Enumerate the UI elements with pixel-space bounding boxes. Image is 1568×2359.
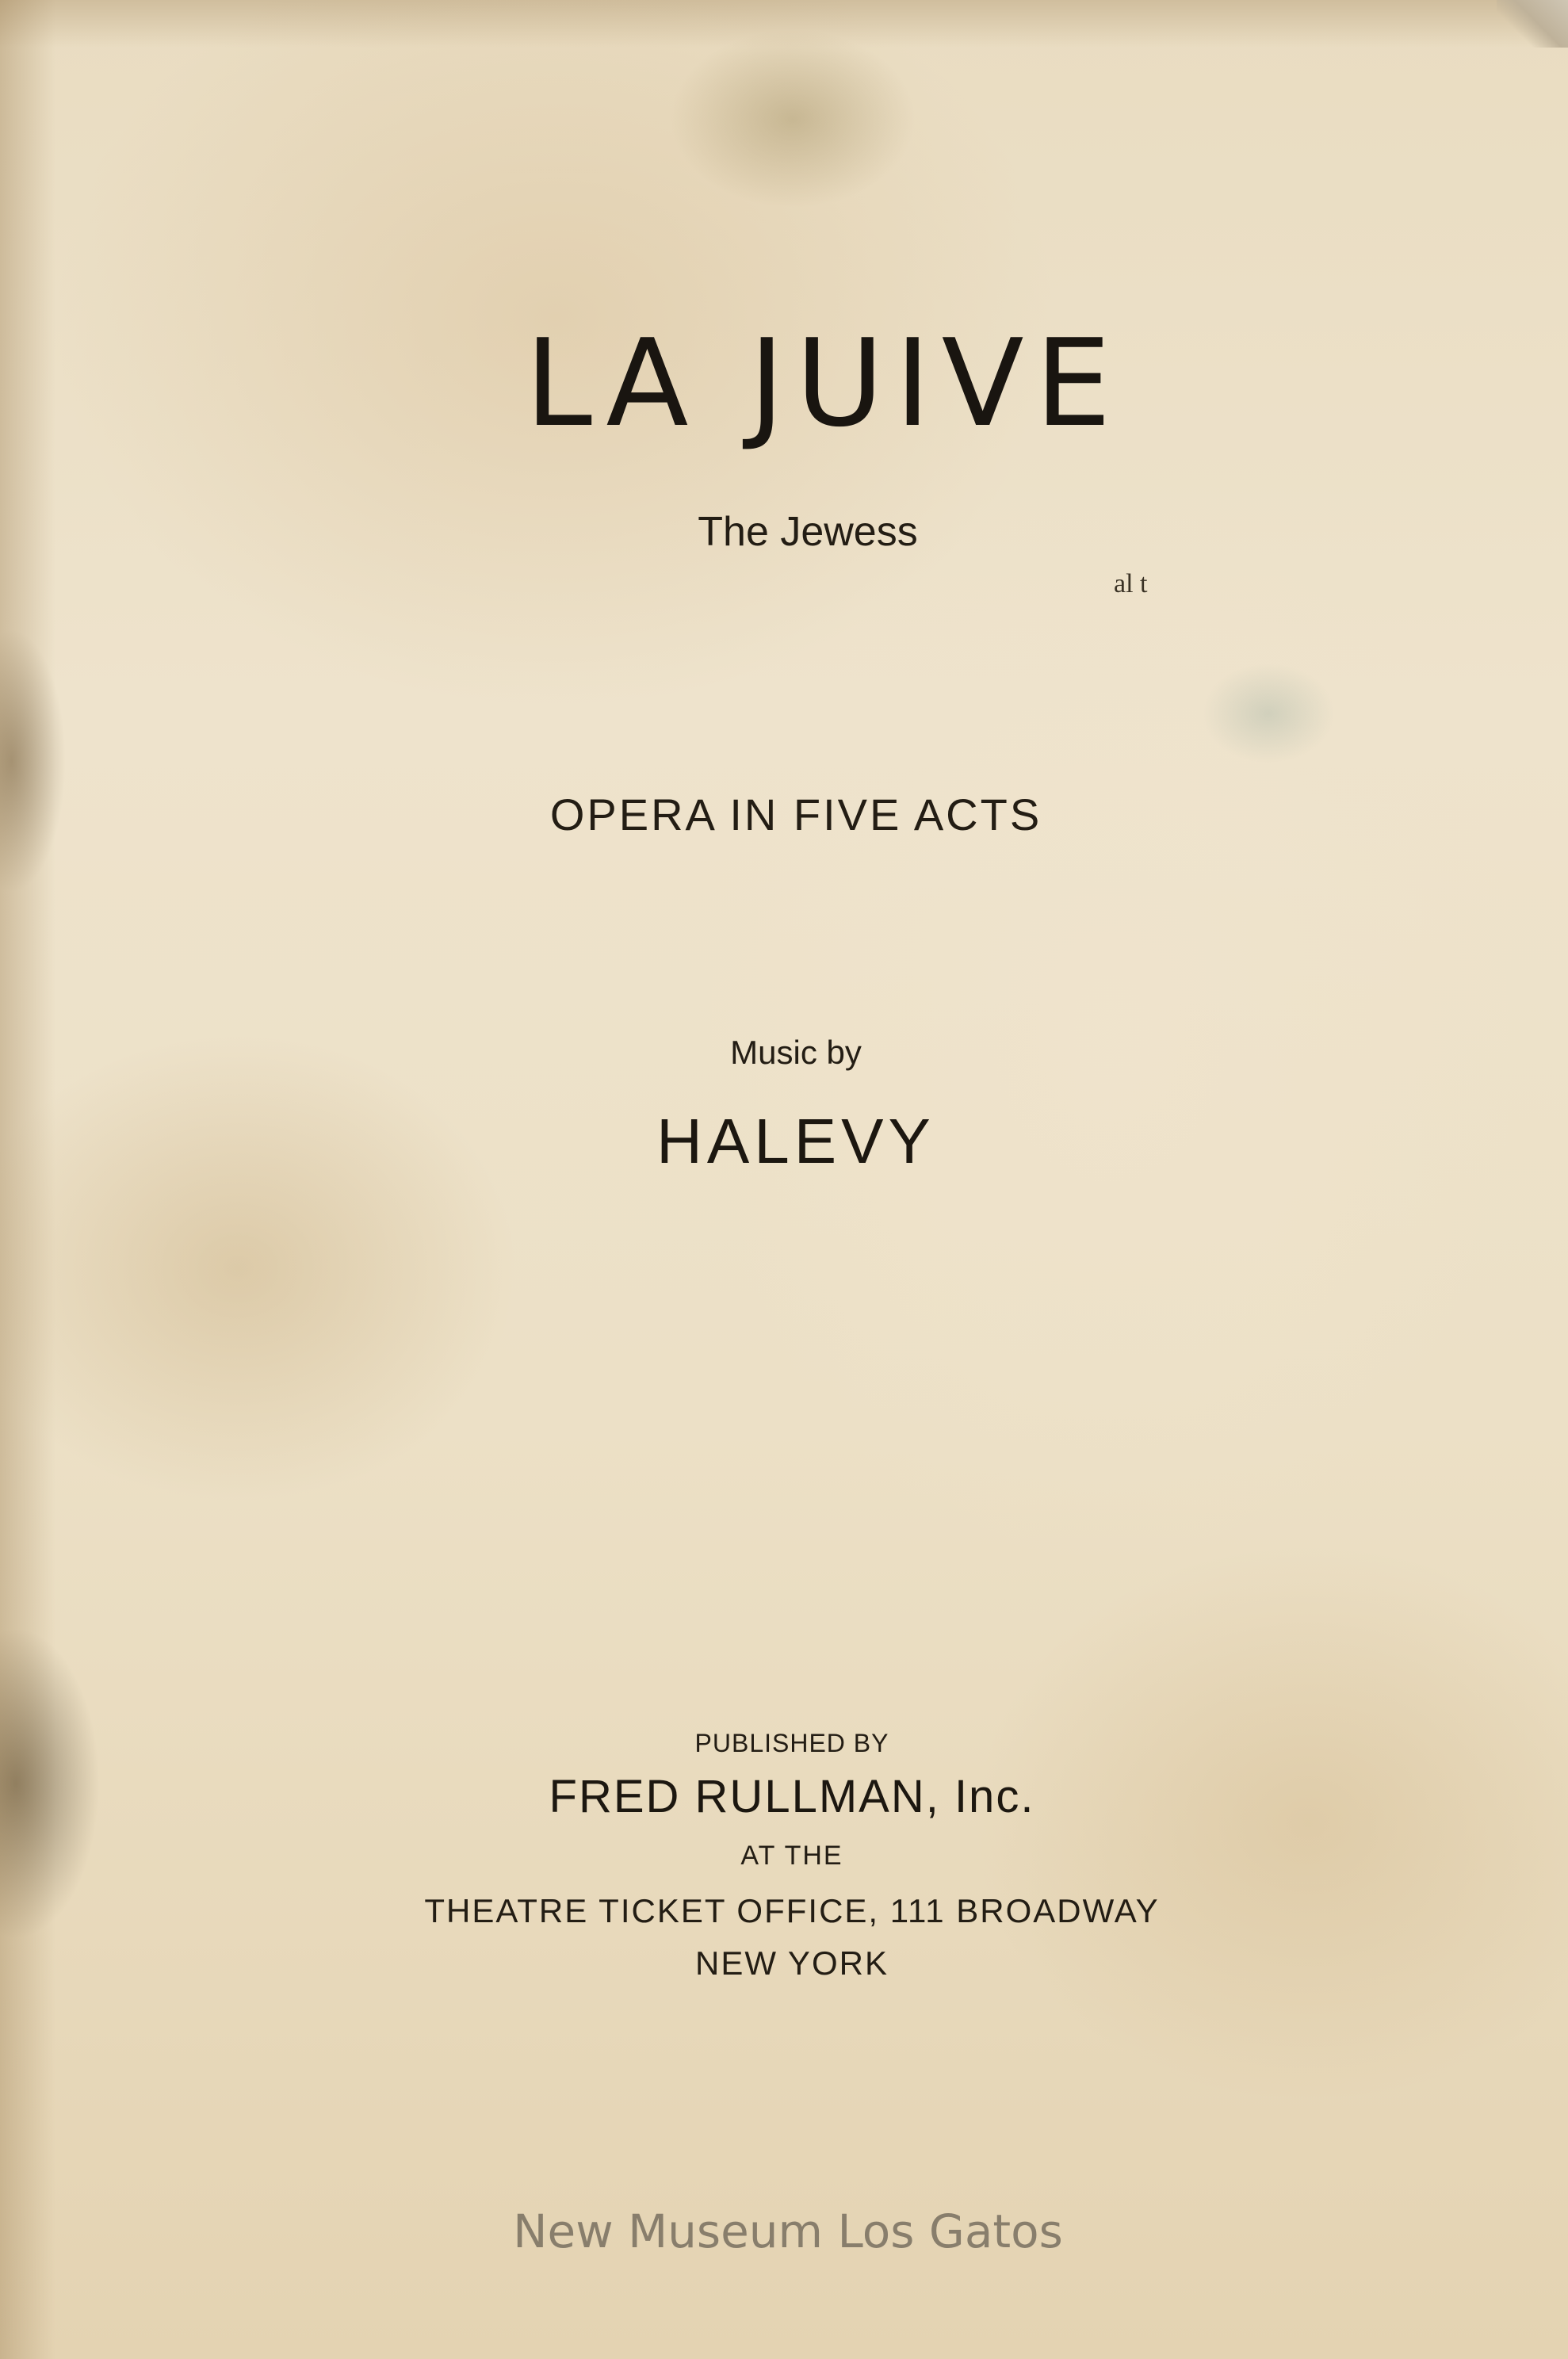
opera-title: LA JUIVE [525, 313, 1122, 453]
publisher-city: NEW YORK [695, 1944, 889, 1982]
museum-watermark: New Museum Los Gatos [513, 2204, 1063, 2258]
publisher-at: AT THE [740, 1841, 843, 1871]
opera-subtitle: The Jewess [698, 509, 918, 555]
bleed-through-text: al t [1114, 569, 1148, 598]
composer-name: HALEVY [656, 1106, 935, 1176]
publisher-address: THEATRE TICKET OFFICE, 111 BROADWAY [424, 1892, 1160, 1929]
opera-form: OPERA IN FIVE ACTS [549, 790, 1042, 839]
worn-corner [1497, 0, 1568, 48]
aged-top-edge [0, 0, 1568, 48]
music-credit-label: Music by [730, 1034, 862, 1071]
publisher-name: FRED RULLMAN, Inc. [549, 1771, 1035, 1822]
publisher-label: PUBLISHED BY [694, 1729, 889, 1757]
